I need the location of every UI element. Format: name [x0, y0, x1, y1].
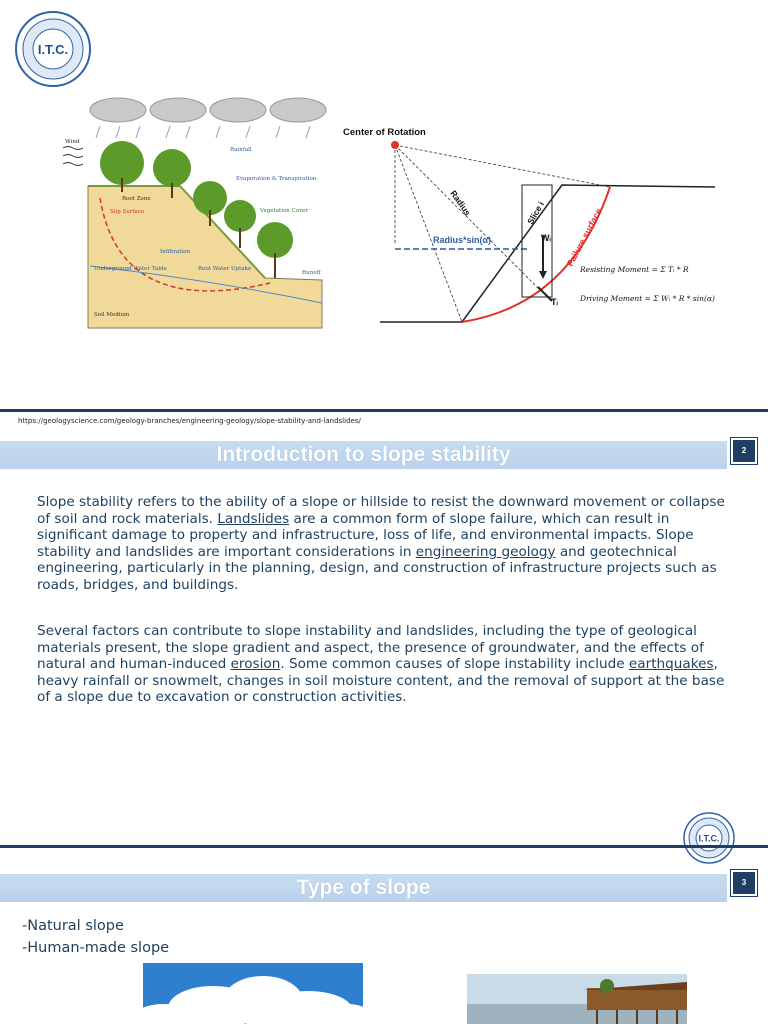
label-evaporation: Evaporation & Transpiration [236, 176, 317, 182]
label-vegetation: Vegetation Cover [260, 208, 309, 214]
cloud-icon [90, 98, 326, 122]
label-center-rotation: Center of Rotation [343, 127, 426, 138]
slide3-title-bar [0, 874, 727, 902]
label-soil: Soil Medium [94, 312, 130, 318]
slide2-title-bar [0, 441, 727, 469]
link-landslides[interactable]: Landslides [217, 510, 290, 527]
itc-logo-small [683, 812, 735, 864]
logo-small-text: I.T.C. [698, 833, 720, 844]
link-engineering-geology[interactable]: engineering geology [415, 543, 556, 560]
slide2-paragraph-2: Several factors can contribute to slope instability and landslides, including the type of geological materials present, the slope gradient and aspect, the presence of groundwater, and the effects of natural and human-induced erosion. Some common causes of slope instability include earthquakes, heavy rainfall or snowmelt, changes in soil moisture content, and the removal of support at the base of a slope due to excavation or construction activities. [37, 623, 725, 706]
formula-resisting: Resisting Moment = Σ Tᵢ * R [580, 265, 689, 274]
slope-moment-diagram [340, 115, 730, 330]
slide2-number: 2 [731, 438, 757, 464]
slope-type-list [22, 915, 169, 959]
label-radius: Radius [448, 188, 473, 218]
slide2-paragraph-1: Slope stability refers to the ability of a slope or hillside to resist the downward movement or collapse of soil and rock materials. Landslides are a common form of slope failure, which can result in significant damage to property and infrastructure, loss of life, and environmental impacts. Slope stability and landslides are important considerations in engineering geology and geotechnical engineering, particularly in the planning, design, and construction of infrastructure projects such as roads, bridges, and buildings. [37, 494, 725, 593]
link-earthquakes[interactable]: earthquakes [628, 656, 714, 673]
natural-slope-photo [143, 963, 363, 1024]
label-water-table: Underground Water Table [94, 266, 167, 272]
label-slice: Slice i [525, 199, 547, 226]
human-made-slope-photo [467, 974, 687, 1024]
slide-divider [0, 845, 768, 848]
label-runoff: Runoff [302, 270, 321, 276]
label-root-zone: Root Zone [122, 196, 151, 202]
list-item: -Natural slope [22, 918, 124, 934]
slide3-number: 3 [731, 870, 757, 896]
rotation-center-marker [391, 141, 399, 149]
slide2-title: Introduction to slope stability [216, 443, 511, 466]
link-erosion[interactable]: erosion [230, 656, 281, 673]
logo-text: I.T.C. [37, 42, 69, 57]
slide3-title: Type of slope [296, 876, 431, 899]
slide-divider [0, 409, 768, 412]
label-ti: Tᵢ [551, 297, 558, 307]
label-wi: Wᵢ [541, 233, 551, 243]
label-failure-surface: Failure surface [564, 206, 604, 268]
label-slip-surface: Slip Surface [110, 209, 145, 215]
label-wind: Wind [65, 139, 80, 145]
label-root-uptake: Root Water Uptake [198, 266, 252, 272]
source-url[interactable]: https://geologyscience.com/geology-branches/engineering-geology/slope-stability-and-landslides/ [18, 417, 361, 425]
label-radius-sin: Radius*sin(α) [433, 235, 492, 245]
slope-vegetation-figure [60, 88, 345, 333]
label-rainfall: Rainfall [230, 147, 252, 153]
formula-driving: Driving Moment = Σ Wᵢ * R * sin(α) [580, 294, 715, 303]
list-item: -Human-made slope [22, 940, 170, 956]
label-infiltration: Infiltration [160, 249, 191, 255]
itc-logo [14, 10, 92, 88]
